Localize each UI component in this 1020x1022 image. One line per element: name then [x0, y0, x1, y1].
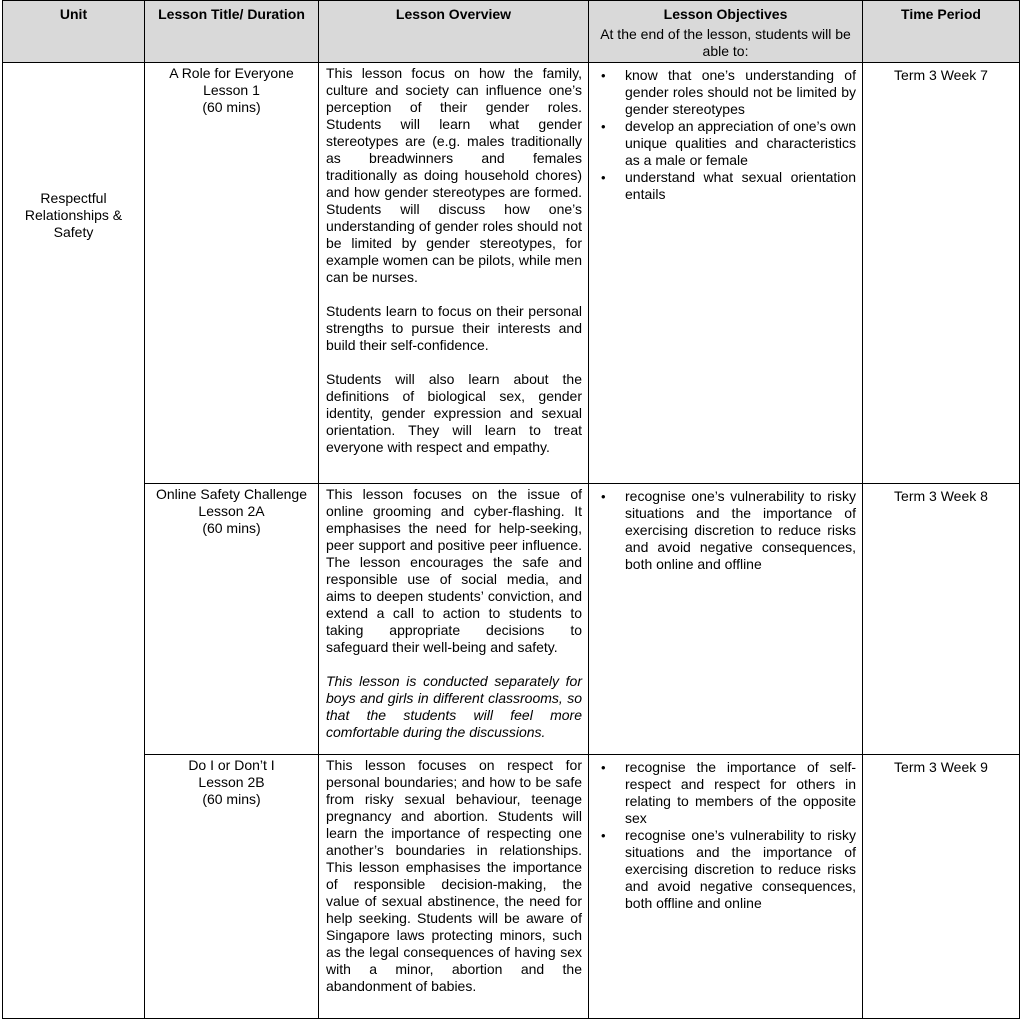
lesson-objectives-cell [589, 484, 863, 755]
lesson-objectives-cell [589, 755, 863, 1019]
header-row [3, 1, 1020, 63]
lesson-objectives-cell [589, 63, 863, 484]
overview-note: This lesson is conducted separately for boys and girls in different classrooms, so that the students will feel more comfortable during the discussions. [326, 673, 582, 740]
lesson-duration: (60 mins) [202, 99, 261, 115]
header-time-period: Time Period [863, 1, 1020, 63]
lesson-title-cell [145, 484, 319, 755]
header-overview: Lesson Overview [319, 1, 589, 63]
unit-name: Respectful Relationships & Safety [24, 190, 123, 240]
table-row [3, 755, 1020, 1019]
lesson-overview-cell [319, 755, 589, 1019]
lesson-title-cell [145, 755, 319, 1019]
lesson-duration: (60 mins) [202, 520, 261, 536]
lesson-title: Online Safety Challenge [156, 486, 307, 502]
lesson-overview-cell [319, 484, 589, 755]
table-row [3, 63, 1020, 484]
lesson-overview-cell [319, 63, 589, 484]
lesson-title: A Role for Everyone [169, 65, 294, 81]
overview-paragraph: Students will also learn about the definitions of biological sex, gender identity, gender expression and sexual orientation. They will learn to treat everyone with respect and empathy. [326, 371, 582, 455]
unit-cell [3, 63, 145, 1019]
time-period: Term 3 Week 9 [894, 759, 988, 775]
overview-paragraph: This lesson focuses on the issue of online grooming and cyber-flashing. It emphasises the need for help-seeking, peer support and positive peer influence. The lesson encourages the safe and responsible use of social media, and aims to deepen students’ conviction, and extend a call to action to students to taking appropriate decisions to safeguard their well-being and safety. [326, 486, 582, 655]
header-unit: Unit [3, 1, 145, 63]
objective-item: • understand what sexual orientation entails [625, 169, 856, 203]
lesson-number: Lesson 2A [198, 503, 265, 519]
objectives-list [595, 488, 856, 573]
header-lesson-title: Lesson Title/ Duration [145, 1, 319, 63]
overview-paragraph: This lesson focuses on respect for personal boundaries; and how to be safe from risky sexual behaviour, teenage pregnancy and abortion. Students will learn the importance of respecting one another’s boundaries in relationships. This lesson emphasises the importance of responsible decision-making, the value of sexual abstinence, the need for help seeking. Students will be aware of Singapore laws protecting minors, such as the legal consequences of having sex with a minor, abortion and the abandonment of babies. [326, 757, 582, 994]
lesson-number: Lesson 1 [203, 82, 260, 98]
time-period-cell [863, 755, 1020, 1019]
objective-item: • recognise one’s vulnerability to risky situations and the importance of exercising discretion to reduce risks and avoid negative consequences, both offline and online [625, 827, 856, 912]
time-period-cell [863, 63, 1020, 484]
overview-paragraph: Students learn to focus on their personal strengths to pursue their interests and build their self-confidence. [326, 303, 582, 353]
objective-item: • know that one’s understanding of gender roles should not be limited by gender stereotypes [625, 67, 856, 118]
header-objectives-sub: At the end of the lesson, students will be able to: [600, 26, 851, 59]
lesson-title: Do I or Don’t I [188, 757, 275, 773]
lesson-duration: (60 mins) [202, 791, 261, 807]
objective-item: • develop an appreciation of one’s own unique qualities and characteristics as a male or female [625, 118, 856, 169]
lesson-number: Lesson 2B [198, 774, 265, 790]
objectives-list [595, 759, 856, 912]
time-period: Term 3 Week 7 [894, 67, 988, 83]
time-period-cell [863, 484, 1020, 755]
objective-item: • recognise the importance of self-respect and respect for others in relating to members of the opposite sex [625, 759, 856, 827]
overview-paragraph: This lesson focus on how the family, culture and society can influence one’s perception of their gender roles. Students will learn what gender stereotypes are (e.g. males traditionally as breadwinners and females traditionally as doing household chores) and how gender stereotypes are formed. Students will discuss how one’s understanding of gender roles should not be limited by gender stereotypes, for example women can be pilots, while men can be nurses. [326, 65, 582, 285]
lesson-plan-table [2, 0, 1020, 1019]
lesson-title-cell [145, 63, 319, 484]
table-row [3, 484, 1020, 755]
objectives-list [595, 67, 856, 203]
time-period: Term 3 Week 8 [894, 488, 988, 504]
header-objectives: Lesson Objectives At the end of the lesson, students will be able to: [589, 1, 863, 63]
objective-item: • recognise one’s vulnerability to risky situations and the importance of exercising discretion to reduce risks and avoid negative consequences, both online and offline [625, 488, 856, 573]
